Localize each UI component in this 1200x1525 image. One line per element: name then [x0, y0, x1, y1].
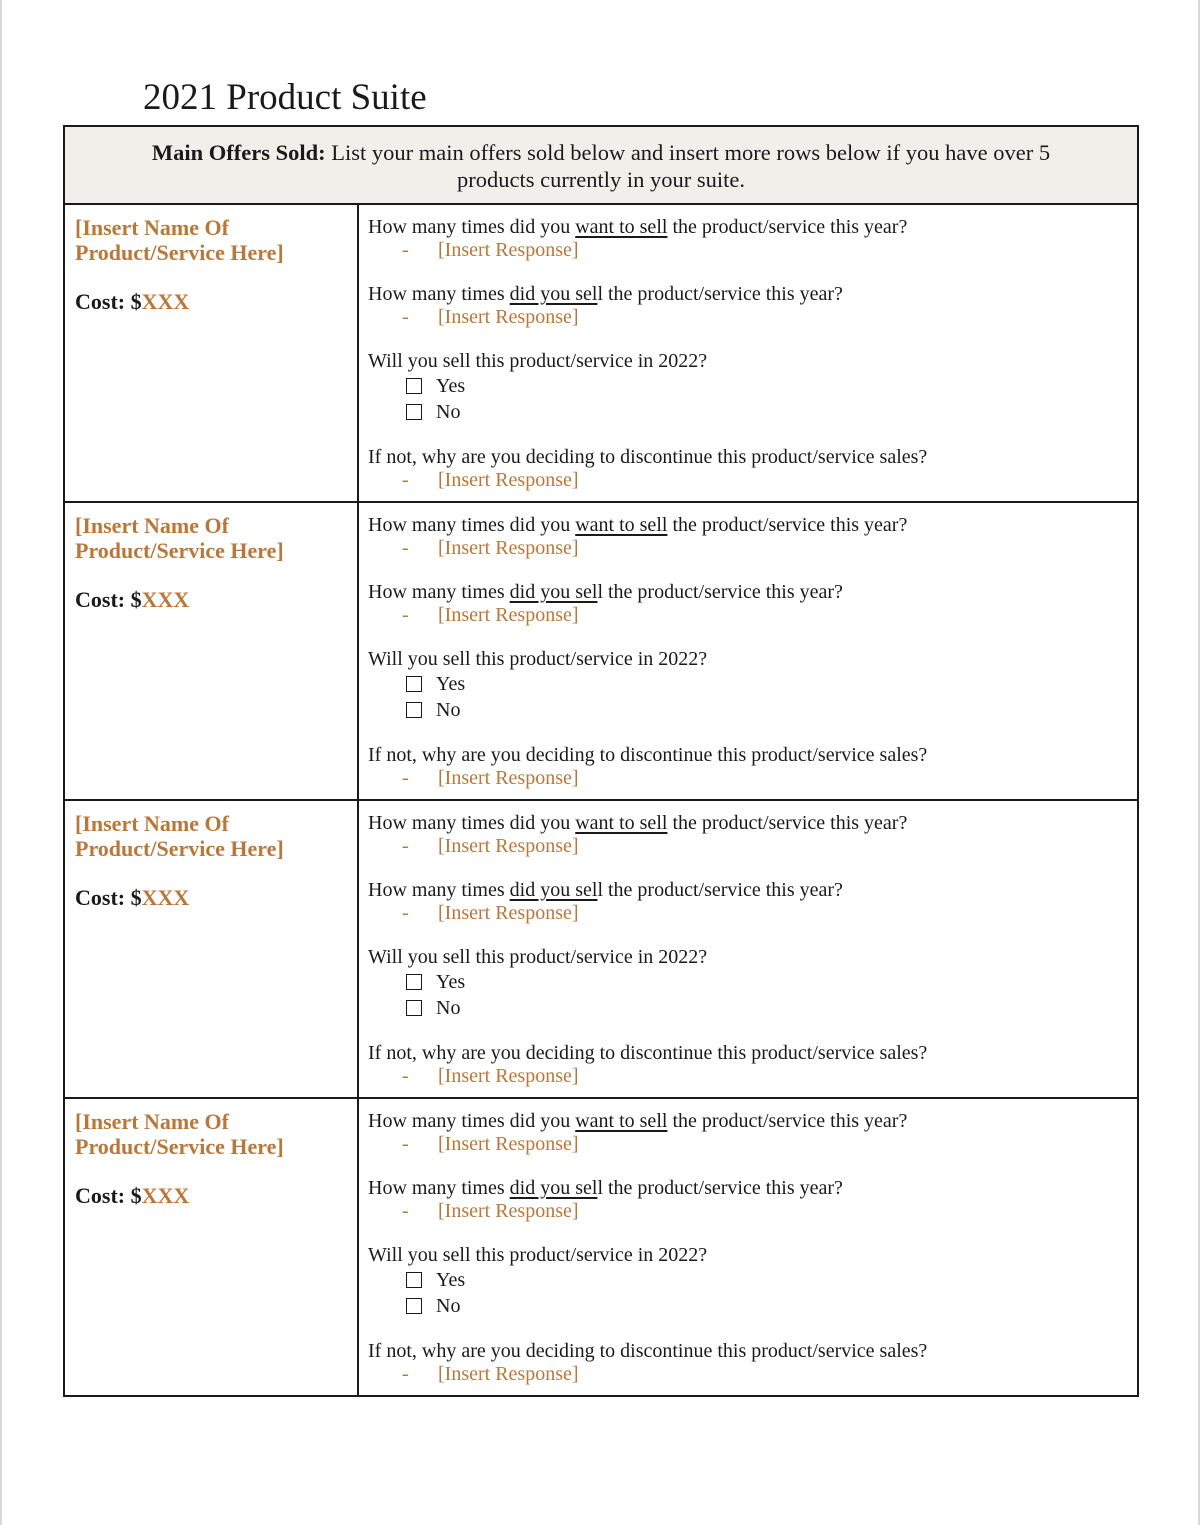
checkbox-no-label: No: [436, 698, 461, 721]
question-discontinue: If not, why are you deciding to discontinue this product/service sales?: [368, 744, 928, 766]
response-did-you-sell[interactable]: [368, 1200, 1137, 1222]
questions-cell: [359, 503, 1137, 799]
question-discontinue: If not, why are you deciding to discontinue this product/service sales?: [368, 1340, 928, 1362]
bullet-dash: -: [402, 1363, 409, 1385]
checkbox-yes[interactable]: [368, 1267, 1137, 1293]
response-discontinue[interactable]: [368, 1065, 1137, 1087]
q1-post: the product/service this year?: [667, 1110, 908, 1132]
bullet-dash: -: [402, 306, 409, 328]
product-row: [65, 801, 1137, 1099]
checkbox-yes-label: Yes: [436, 672, 466, 695]
q1-pre: How many times did you: [368, 514, 576, 536]
cost-label: Cost: $: [75, 885, 142, 910]
product-cell: [65, 1099, 359, 1395]
checkbox-square-icon[interactable]: [406, 974, 422, 990]
response-text: [Insert Response]: [438, 1200, 579, 1222]
q1-post: the product/service this year?: [667, 812, 908, 834]
question-did-you-sell: [368, 878, 1137, 902]
checkbox-no[interactable]: [368, 1293, 1137, 1319]
question-sell-in-2022: Will you sell this product/service in 2022?: [368, 1244, 708, 1266]
product-row: [65, 503, 1137, 801]
product-cell: [65, 503, 359, 799]
checkbox-no-label: No: [436, 400, 461, 423]
q2-underlined: did you sel: [509, 1177, 598, 1199]
checkbox-yes-label: Yes: [436, 1268, 466, 1291]
question-want-to-sell: [368, 215, 1137, 239]
product-name-field[interactable]: [75, 215, 345, 265]
questions-cell: [359, 205, 1137, 501]
checkbox-no[interactable]: [368, 995, 1137, 1021]
checkbox-square-icon[interactable]: [406, 1298, 422, 1314]
response-text: [Insert Response]: [438, 306, 579, 328]
response-text: [Insert Response]: [438, 902, 579, 924]
cost-value-field[interactable]: XXX: [141, 289, 190, 314]
checkbox-no-label: No: [436, 1294, 461, 1317]
questions-cell: [359, 1099, 1137, 1395]
product-name-line1: [Insert Name Of: [75, 513, 229, 538]
response-did-you-sell[interactable]: [368, 604, 1137, 626]
checkbox-yes[interactable]: [368, 373, 1137, 399]
checkbox-no[interactable]: [368, 399, 1137, 425]
header-instructions: List your main offers sold below and insert more rows below if you have over 5: [325, 140, 1051, 165]
product-suite-table: [63, 125, 1139, 1397]
checkbox-square-icon[interactable]: [406, 702, 422, 718]
checkbox-yes-label: Yes: [436, 970, 466, 993]
product-row: [65, 205, 1137, 503]
response-discontinue[interactable]: [368, 469, 1137, 491]
bullet-dash: -: [402, 835, 409, 857]
response-discontinue[interactable]: [368, 767, 1137, 789]
q2-pre: How many times: [368, 879, 510, 901]
question-want-to-sell: [368, 811, 1137, 835]
checkbox-yes[interactable]: [368, 671, 1137, 697]
response-text: [Insert Response]: [438, 1065, 579, 1087]
checkbox-no-label: No: [436, 996, 461, 1019]
question-sell-in-2022: Will you sell this product/service in 2022?: [368, 648, 708, 670]
cost-line: [75, 289, 357, 314]
q2-underlined: did you sel: [509, 581, 598, 603]
question-did-you-sell: [368, 1176, 1137, 1200]
question-discontinue: If not, why are you deciding to discontinue this product/service sales?: [368, 446, 928, 468]
product-name-line2: Product/Service Here]: [75, 836, 284, 861]
bullet-dash: -: [402, 604, 409, 626]
checkbox-square-icon[interactable]: [406, 378, 422, 394]
q1-underlined: want to sell: [575, 812, 668, 834]
bullet-dash: -: [402, 1133, 409, 1155]
product-name-line1: [Insert Name Of: [75, 215, 229, 240]
page-edge-left: [0, 0, 2, 1525]
checkbox-yes-label: Yes: [436, 374, 466, 397]
response-want-to-sell[interactable]: [368, 835, 1137, 857]
question-want-to-sell: [368, 513, 1137, 537]
product-cell: [65, 205, 359, 501]
q2-pre: How many times: [368, 283, 510, 305]
q2-post: l the product/service this year?: [597, 283, 843, 305]
question-did-you-sell: [368, 282, 1137, 306]
product-name-field[interactable]: [75, 811, 345, 861]
bullet-dash: -: [402, 469, 409, 491]
cost-label: Cost: $: [75, 289, 142, 314]
checkbox-square-icon[interactable]: [406, 1000, 422, 1016]
q2-underlined: did you sel: [509, 283, 598, 305]
response-text: [Insert Response]: [438, 469, 579, 491]
bullet-dash: -: [402, 537, 409, 559]
q2-post: l the product/service this year?: [597, 581, 843, 603]
q1-underlined: want to sell: [575, 216, 668, 238]
questions-cell: [359, 801, 1137, 1097]
q2-pre: How many times: [368, 581, 510, 603]
product-row: [65, 1099, 1137, 1395]
product-cell: [65, 801, 359, 1097]
page-title: 2021 Product Suite: [143, 77, 427, 118]
q1-pre: How many times did you: [368, 812, 576, 834]
checkbox-square-icon[interactable]: [406, 676, 422, 692]
bullet-dash: -: [402, 239, 409, 261]
response-did-you-sell[interactable]: [368, 902, 1137, 924]
bullet-dash: -: [402, 902, 409, 924]
response-text: [Insert Response]: [438, 1133, 579, 1155]
response-discontinue[interactable]: [368, 1363, 1137, 1385]
q2-post: l the product/service this year?: [597, 1177, 843, 1199]
product-name-line2: Product/Service Here]: [75, 538, 284, 563]
q1-underlined: want to sell: [575, 514, 668, 536]
question-want-to-sell: [368, 1109, 1137, 1133]
q1-underlined: want to sell: [575, 1110, 668, 1132]
q1-post: the product/service this year?: [667, 216, 908, 238]
bullet-dash: -: [402, 1200, 409, 1222]
response-text: [Insert Response]: [438, 604, 579, 626]
response-want-to-sell[interactable]: [368, 239, 1137, 261]
question-did-you-sell: [368, 580, 1137, 604]
cost-value-field[interactable]: XXX: [141, 1183, 190, 1208]
header-bold-label: Main Offers Sold:: [151, 140, 326, 165]
cost-line: [75, 1183, 357, 1208]
cost-line: [75, 587, 357, 612]
response-did-you-sell[interactable]: [368, 306, 1137, 328]
bullet-dash: -: [402, 1065, 409, 1087]
cost-label: Cost: $: [75, 587, 142, 612]
product-name-line2: Product/Service Here]: [75, 1134, 284, 1159]
q1-pre: How many times did you: [368, 1110, 576, 1132]
response-want-to-sell[interactable]: [368, 537, 1137, 559]
q1-pre: How many times did you: [368, 216, 576, 238]
product-name-line1: [Insert Name Of: [75, 811, 229, 836]
cost-line: [75, 885, 357, 910]
bullet-dash: -: [402, 767, 409, 789]
cost-value-field[interactable]: XXX: [141, 885, 190, 910]
question-sell-in-2022: Will you sell this product/service in 2022?: [368, 946, 708, 968]
q2-pre: How many times: [368, 1177, 510, 1199]
cost-value-field[interactable]: XXX: [141, 587, 190, 612]
product-name-line2: Product/Service Here]: [75, 240, 284, 265]
product-name-field[interactable]: [75, 513, 345, 563]
question-discontinue: If not, why are you deciding to discontinue this product/service sales?: [368, 1042, 928, 1064]
table-header: [65, 127, 1137, 205]
q2-post: l the product/service this year?: [597, 879, 843, 901]
response-want-to-sell[interactable]: [368, 1133, 1137, 1155]
product-rows: [65, 205, 1137, 1395]
response-text: [Insert Response]: [438, 239, 579, 261]
header-instructions-line2: products currently in your suite.: [456, 167, 746, 192]
product-name-line1: [Insert Name Of: [75, 1109, 229, 1134]
q1-post: the product/service this year?: [667, 514, 908, 536]
checkbox-no[interactable]: [368, 697, 1137, 723]
checkbox-square-icon[interactable]: [406, 1272, 422, 1288]
question-sell-in-2022: Will you sell this product/service in 2022?: [368, 350, 708, 372]
product-name-field[interactable]: [75, 1109, 345, 1159]
checkbox-square-icon[interactable]: [406, 404, 422, 420]
checkbox-yes[interactable]: [368, 969, 1137, 995]
response-text: [Insert Response]: [438, 1363, 579, 1385]
q2-underlined: did you sel: [509, 879, 598, 901]
cost-label: Cost: $: [75, 1183, 142, 1208]
response-text: [Insert Response]: [438, 537, 579, 559]
response-text: [Insert Response]: [438, 835, 579, 857]
response-text: [Insert Response]: [438, 767, 579, 789]
